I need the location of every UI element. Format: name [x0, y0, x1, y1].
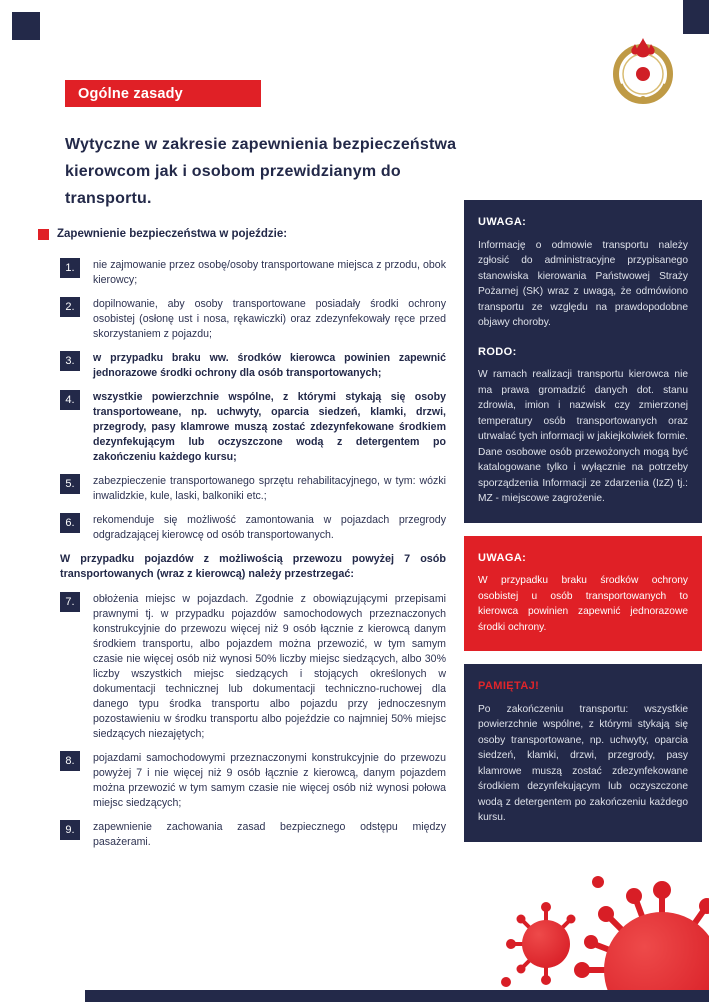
item-text: nie zajmowanie przez osobę/osoby transportowane miejsca z przodu, obok kierowcy;: [93, 259, 446, 286]
notice-text-rodo: W ramach realizacji transportu kierowca nie ma prawa gromadzić danych dot. stanu zdrowia, imion i nazwisk czy zmierzonej temperatury osób transportowanych oraz utrwalać tych informacji w jakiejkolwiek formie. Dane osobowe osób przewożonych mogą być katalogowane tylko i wyłącznie na potrzeby sporządzenia Informacji ze zdarzenia (IzZ) tj.: MZ - miejscowe zagrożenie.: [478, 369, 688, 504]
bottom-bar: [85, 990, 709, 1002]
list-item: [60, 513, 446, 543]
item-text: w przypadku braku ww. środków kierowca powinien zapewnić jednorazowe środki ochrony dla osób transportowanych;: [93, 352, 446, 379]
section-title: Zapewnienie bezpieczeństwa w pojeździe:: [57, 228, 288, 240]
red-square-bullet-icon: [38, 229, 49, 240]
notice-box-pamietaj: [464, 664, 702, 842]
item-text: pojazdami samochodowymi przeznaczonymi konstrukcyjnie do przewozu powyżej 7 i nie więcej niż 9 osób łącznie z kierowcą, danym pojazdem można przewozić w tym samym czasie nie więcej osób niż wynosi połowa miejsc siedzących;: [93, 752, 446, 809]
item-text: obłożenia miejsc w pojazdach. Zgodnie z obowiązującymi przepisami prawnymi tj. w przypadku pojazdów samochodowych przeznaczonych konstrukcyjnie do przewozu więcej niż 9 osób łącznie z kierowcą danym środkiem transportu, albo pojazdem można przewozić, w tym samym czasie nie więcej osób niż wynosi 50% liczby miejsc siedzących, albo 30% liczby wszystkich miejsc siedzących i stojących określonych w dokumentacji technicznej lub dokumentacji techniczno-ruchowej dla danego typu środka transportu albo pojazdu przy jednoczesnym pozostawieniu w środku transportu albo pojeździe co najmniej 50% miejsc siedzących niezajętych;: [93, 593, 446, 740]
notice-box-uwaga-rodo: [464, 200, 702, 523]
item-text: wszystkie powierzchnie wspólne, z którymi stykają się osoby transportoweane, np. uchwyty, oparcia siedzeń, klamki, drzwi, przegrody, pasy klamrowe muszą zostać zdezynfekowane środkiem dezynfekującym lub oczyszczone wodą z detergentem po zakończeniu każdego kursu;: [93, 391, 446, 463]
notice-box-uwaga-red: [464, 536, 702, 652]
item-number-badge: 9.: [60, 820, 80, 840]
notice-title-rodo: RODO:: [478, 345, 517, 358]
item-number-badge: 7.: [60, 592, 80, 612]
page-title: Wytyczne w zakresie zapewnienia bezpieczeństwa kierowcom jak i osobom przewidzianym do transportu.: [65, 136, 457, 207]
item-number-badge: 2.: [60, 297, 80, 317]
mid-paragraph: W przypadku pojazdów z możliwością przewozu powyżej 7 osób transportowanych (wraz z kierowcą) należy przestrzegać:: [60, 553, 446, 580]
item-text: zapewnienie zachowania zasad bezpiecznego odstępu między pasażerami.: [93, 821, 446, 848]
list-item: [60, 474, 446, 504]
notice-title-uwaga: UWAGA:: [478, 216, 527, 228]
corner-square-top-left: [12, 12, 40, 40]
item-number-badge: 8.: [60, 751, 80, 771]
list-item: [60, 297, 446, 342]
coronavirus-graphic-icon: [494, 852, 709, 990]
banner-label: Ogólne zasady: [78, 85, 183, 102]
fire-service-logo-icon: [609, 36, 677, 106]
item-text: zabezpieczenie transportowanego sprzętu rehabilitacyjnego, w tym: wózki inwalidzkie, kule, laski, balkoniki etc.;: [93, 475, 446, 502]
notice-title: UWAGA:: [478, 551, 527, 564]
item-number-badge: 4.: [60, 390, 80, 410]
guidelines-list: [60, 258, 446, 859]
list-item: [60, 390, 446, 465]
notice-text: Po zakończeniu transportu: wszystkie powierzchnie wspólne, z którymi stykają się osoby transportowane, np. uchwyty, oparcia siedzeń, klamki, drzwi, przegrody, pasy klamrowe muszą zostać zdezynfekowane środkiem dezynfekującym lub oczyszczone wodą z detergentem po zakończeniu każdego kursu.: [478, 703, 688, 823]
notice-text: W przypadku braku środków ochrony osobistej u osób transportowanych to kierowca powinien zapewnić jednorazowe środki ochrony.: [478, 575, 688, 633]
item-number-badge: 1.: [60, 258, 80, 278]
section-banner: [65, 80, 261, 107]
sidebar: [464, 200, 702, 842]
corner-square-top-right: [683, 0, 709, 34]
section-title-row: [38, 228, 287, 240]
list-item: [60, 258, 446, 288]
list-item: [60, 820, 446, 850]
list-item: [60, 592, 446, 742]
notice-text-uwaga: Informację o odmowie transportu należy zgłosić do administracyjne przypisanego stanowiska kierowania Państwowej Straży Pożarnej (SK) wraz z uwagą, że odmówiono transportu ze względu na prawdopodobne objawy choroby.: [478, 239, 688, 328]
list-item: [60, 751, 446, 811]
item-number-badge: 3.: [60, 351, 80, 371]
item-text: dopilnowanie, aby osoby transportowane posiadały środki ochrony osobistej (osłonę ust i nosa, rękawiczki) oraz zdezynfekowały ręce przed skorzystaniem z pojazdu;: [93, 298, 446, 340]
item-number-badge: 5.: [60, 474, 80, 494]
notice-title: PAMIĘTAJ!: [478, 680, 540, 692]
list-item: [60, 351, 446, 381]
item-number-badge: 6.: [60, 513, 80, 533]
item-text: rekomenduje się możliwość zamontowania w pojazdach przegrody odgradzającej kierowcę od osób transportowanych.: [93, 514, 446, 541]
